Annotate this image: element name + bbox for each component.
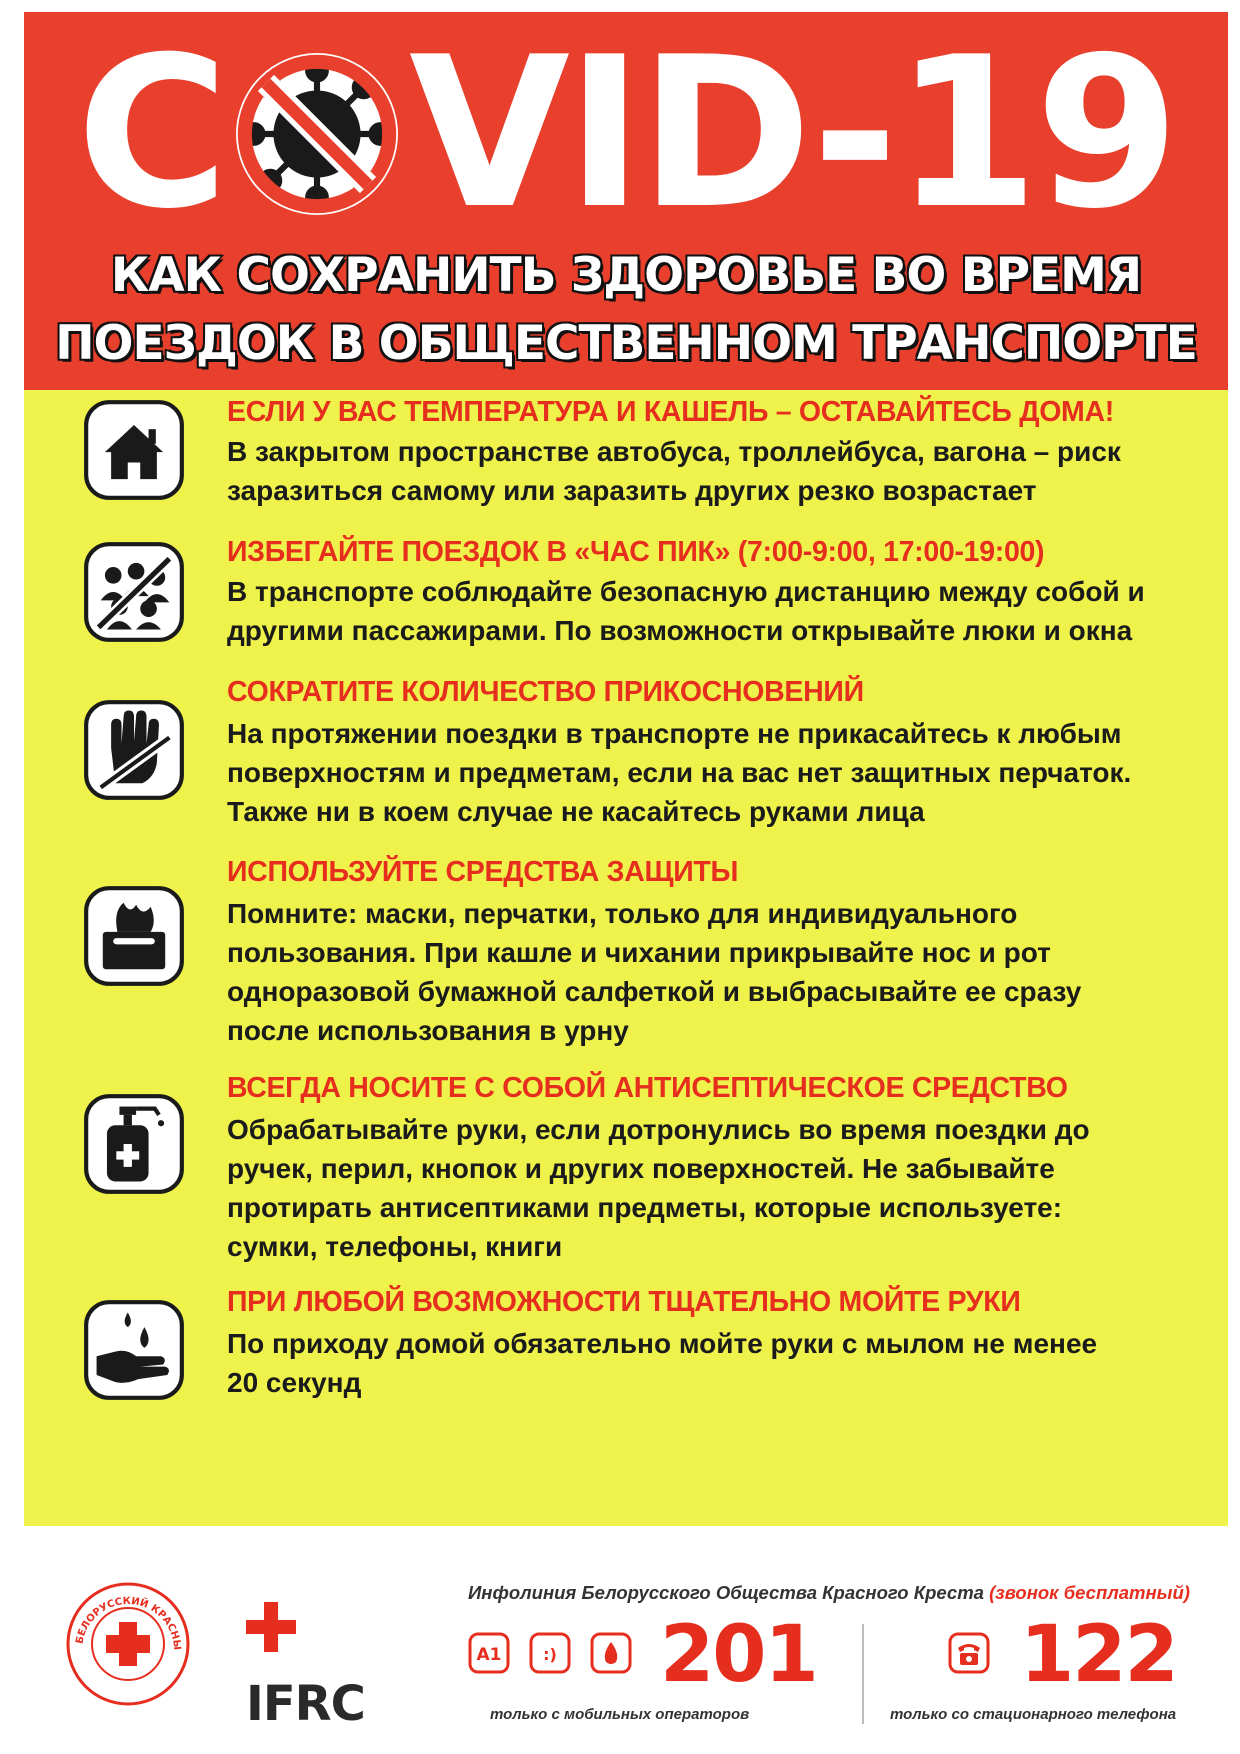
tip-heading: СОКРАТИТЕ КОЛИЧЕСТВО ПРИКОСНОВЕНИЙ bbox=[227, 676, 864, 708]
ifrc-emblem bbox=[246, 1576, 396, 1676]
tip-line: По приходу домой обязательно мойте руки с мылом не менее bbox=[227, 1328, 1098, 1359]
tip-line: В закрытом пространстве автобуса, троллейбуса, вагона – риск bbox=[227, 436, 1121, 467]
footer-divider bbox=[862, 1624, 864, 1724]
tip-line: протирать антисептиками предметы, которые используете: bbox=[227, 1192, 1063, 1223]
tip-heading: ИСПОЛЬЗУЙТЕ СРЕДСТВА ЗАЩИТЫ bbox=[227, 856, 739, 888]
tip-text bbox=[227, 432, 1121, 510]
no-crowd-icon bbox=[82, 540, 186, 644]
operator-mts-icon bbox=[529, 1632, 571, 1674]
poster bbox=[24, 12, 1228, 1526]
tip-heading: ПРИ ЛЮБОЙ ВОЗМОЖНОСТИ ТЩАТЕЛЬНО МОЙТЕ РУКИ bbox=[227, 1286, 1021, 1318]
tip-line: после использования в урну bbox=[227, 1015, 629, 1046]
subtitle-line-1: КАК СОХРАНИТЬ ЗДОРОВЬЕ ВО ВРЕМЯ bbox=[110, 248, 1142, 303]
tip-line: ручек, перил, кнопок и других поверхностей. Не забывайте bbox=[227, 1153, 1055, 1184]
mobile-note: только с мобильных операторов bbox=[490, 1706, 750, 1723]
tip-line: 20 секунд bbox=[227, 1367, 362, 1398]
header-banner bbox=[24, 12, 1228, 390]
tip-line: В транспорте соблюдайте безопасную дистанцию между собой и bbox=[227, 576, 1145, 607]
mobile-hotline-number: 201 bbox=[660, 1610, 817, 1700]
hand-wash-icon bbox=[82, 1298, 186, 1402]
subtitle-line-2: ПОЕЗДОК В ОБЩЕСТВЕННОМ ТРАНСПОРТЕ bbox=[55, 316, 1197, 371]
title-text-vid19: VID-19 bbox=[408, 13, 1176, 255]
tip-line: поверхностям и предметам, если на вас нет защитных перчаток. bbox=[227, 757, 1132, 788]
tip-heading: ВСЕГДА НОСИТЕ С СОБОЙ АНТИСЕПТИЧЕСКОЕ СРЕДСТВО bbox=[227, 1072, 1068, 1104]
svg-text:БЕЛОРУССКИЙ КРАСНЫЙ КРЕСТ bbox=[64, 1580, 182, 1651]
tip-line: пользования. При кашле и чихании прикрывайте нос и рот bbox=[227, 937, 1051, 968]
tip-line: Также ни в коем случае не касайтесь руками лица bbox=[227, 796, 925, 827]
svg-text:A1: A1 bbox=[476, 1645, 502, 1665]
tip-heading: ЕСЛИ У ВАС ТЕМПЕРАТУРА И КАШЕЛЬ – ОСТАВАЙТЕСЬ ДОМА! bbox=[227, 396, 1114, 428]
tip-line: другими пассажирами. По возможности открывайте люки и окна bbox=[227, 615, 1133, 646]
landline-hotline-number: 122 bbox=[1020, 1610, 1177, 1700]
tip-line: заразиться самому или заразить других резко возрастает bbox=[227, 475, 1037, 506]
tip-text bbox=[227, 1324, 1097, 1402]
mobile-operators bbox=[468, 1632, 646, 1684]
tip-heading: ИЗБЕГАЙТЕ ПОЕЗДОК В «ЧАС ПИК» (7:00-9:00, 17:00-19:00) bbox=[227, 536, 1045, 568]
no-touch-hand-icon bbox=[82, 698, 186, 802]
svg-text::): :) bbox=[543, 1645, 557, 1664]
tip-text bbox=[227, 572, 1145, 650]
footer bbox=[0, 1528, 1240, 1754]
operator-a1-icon bbox=[468, 1632, 510, 1674]
tip-line: одноразовой бумажной салфеткой и выбрасывайте ее сразу bbox=[227, 976, 1082, 1007]
infoline-title bbox=[468, 1582, 1190, 1604]
infoline-text: Инфолиния Белорусского Общества Красного Креста bbox=[468, 1582, 984, 1603]
no-virus-icon bbox=[229, 46, 405, 222]
free-call-label: (звонок бесплатный) bbox=[989, 1582, 1190, 1603]
tip-text bbox=[227, 894, 1081, 1050]
brc-logo-ring bbox=[64, 1580, 192, 1708]
operator-life-icon bbox=[590, 1632, 632, 1674]
tip-line: Обрабатывайте руки, если дотронулись во время поездки до bbox=[227, 1114, 1090, 1145]
page-title bbox=[24, 13, 1228, 255]
ifrc-label: IFRC bbox=[246, 1676, 365, 1732]
brc-logo-text: БЕЛОРУССКИЙ КРАСНЫ bbox=[74, 1595, 183, 1651]
tip-line: Помните: маски, перчатки, только для индивидуального bbox=[227, 898, 1018, 929]
tissue-box-icon bbox=[82, 884, 186, 988]
tip-line: сумки, телефоны, книги bbox=[227, 1231, 563, 1262]
landline-phone-icon bbox=[948, 1632, 990, 1674]
tip-text bbox=[227, 1110, 1090, 1266]
tip-line: На протяжении поездки в транспорте не прикасайтесь к любым bbox=[227, 718, 1122, 749]
landline-note: только со стационарного телефона bbox=[890, 1706, 1177, 1723]
house-icon bbox=[82, 398, 186, 502]
sanitizer-icon bbox=[82, 1092, 186, 1196]
tip-text bbox=[227, 714, 1131, 831]
title-letter-c: C bbox=[76, 13, 225, 255]
